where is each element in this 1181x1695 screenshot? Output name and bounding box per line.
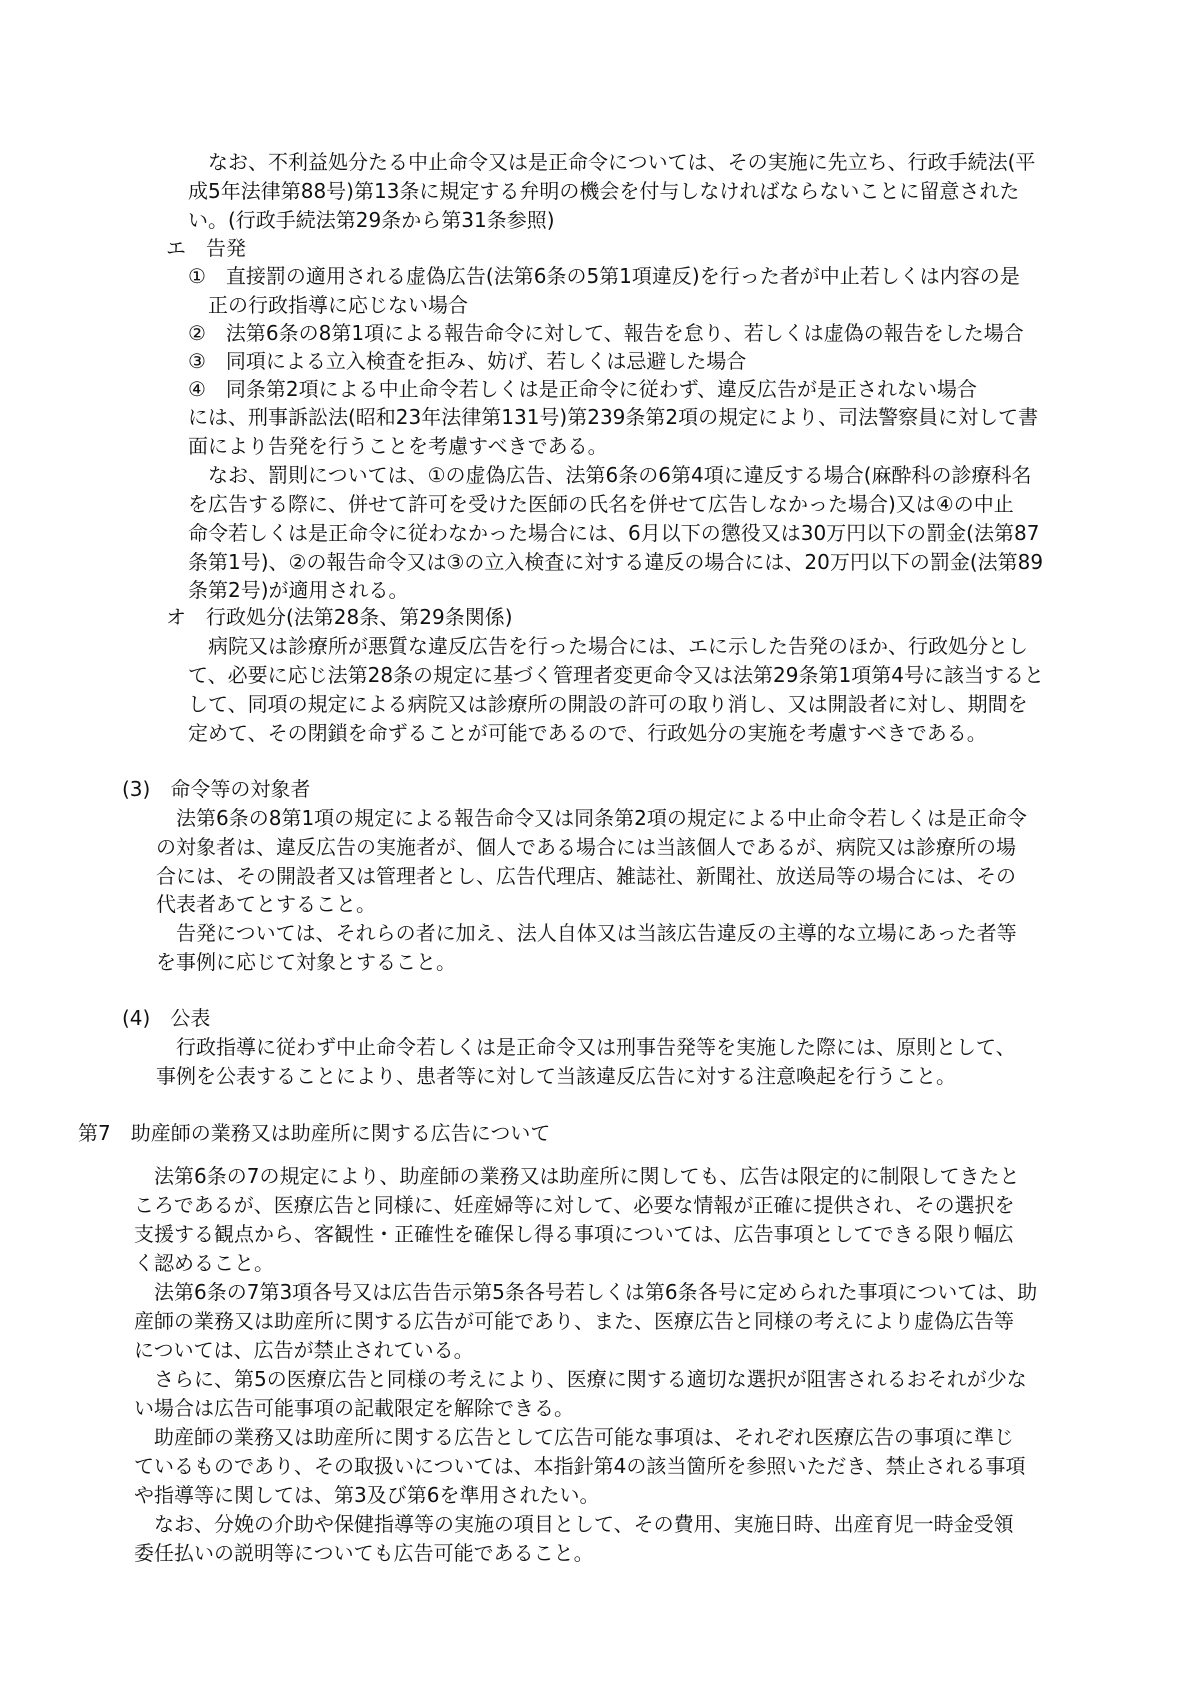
paragraph-line: を広告する際に、併せて許可を受けた医師の氏名を併せて広告しなかった場合)又は④の中止 — [188, 492, 1014, 516]
list-item: ④ 同条第2項による中止命令若しくは是正命令に従わず、違反広告が是正されない場合 — [188, 377, 978, 401]
paragraph-line: なお、罰則については、①の虚偽広告、法第6条の6第4項に違反する場合(麻酔科の診療科名 — [188, 463, 1032, 487]
paragraph-line: ころであるが、医療広告と同様に、妊産婦等に対して、必要な情報が正確に提供され、その選択を — [134, 1193, 1015, 1217]
paragraph-line: い場合は広告可能事項の記載限定を解除できる。 — [134, 1396, 574, 1420]
paragraph-line: 病院又は診療所が悪質な違反広告を行った場合には、エに示した告発のほか、行政処分とし — [188, 634, 1028, 658]
paragraph-line: 定めて、その閉鎖を命ずることが可能であるので、行政処分の実施を考慮すべきである。 — [188, 721, 987, 745]
paragraph-line: 告発については、それらの者に加え、法人自体又は当該広告違反の主導的な立場にあった者等 — [156, 921, 1017, 945]
paragraph-line: 支援する観点から、客観性・正確性を確保し得る事項については、広告事項としてできる限り幅広 — [134, 1222, 1014, 1246]
section-heading: (3) 命令等の対象者 — [122, 777, 311, 801]
paragraph-line: 事例を公表することにより、患者等に対して当該違反広告に対する注意喚起を行うこと。 — [156, 1064, 956, 1088]
paragraph-line: なお、分娩の介助や保健指導等の実施の項目として、その費用、実施日時、出産育児一時金受領 — [134, 1512, 1014, 1536]
paragraph-line: 代表者あてとすること。 — [156, 892, 376, 916]
paragraph-line: 法第6条の7の規定により、助産師の業務又は助産所に関しても、広告は限定的に制限してきたと — [134, 1164, 1020, 1188]
paragraph-line: 法第6条の7第3項各号又は広告告示第5条各号若しくは第6条各号に定められた事項については、助 — [134, 1280, 1038, 1304]
paragraph-line: して、同項の規定による病院又は診療所の開設の許可の取り消し、又は開設者に対し、期間を — [188, 692, 1028, 716]
paragraph-line: 面により告発を行うことを考慮すべきである。 — [188, 434, 608, 458]
paragraph-line: て、必要に応じ法第28条の規定に基づく管理者変更命令又は法第29条第1項第4号に該当すると — [188, 663, 1044, 687]
paragraph-line: 産師の業務又は助産所に関する広告が可能であり、また、医療広告と同様の考えにより虚偽広告等 — [134, 1309, 1014, 1333]
chapter-heading: 第7 助産師の業務又は助産所に関する広告について — [78, 1121, 551, 1145]
paragraph-line: 委任払いの説明等についても広告可能であること。 — [134, 1541, 594, 1565]
paragraph-line: については、広告が禁止されている。 — [134, 1338, 474, 1362]
paragraph-line: や指導等に関しては、第3及び第6を準用されたい。 — [134, 1483, 600, 1507]
section-heading: エ 告発 — [166, 236, 246, 260]
section-heading: (4) 公表 — [122, 1006, 211, 1030]
list-item-continuation: 正の行政指導に応じない場合 — [208, 293, 468, 317]
list-item: ① 直接罰の適用される虚偽広告(法第6条の5第1項違反)を行った者が中止若しくは内容の是 — [188, 264, 1020, 288]
paragraph-line: 合には、その開設者又は管理者とし、広告代理店、雑誌社、新聞社、放送局等の場合には、その — [156, 864, 1016, 888]
note-line: い。(行政手続法第29条から第31条参照) — [188, 208, 555, 232]
paragraph-line: を事例に応じて対象とすること。 — [156, 950, 456, 974]
paragraph-line: の対象者は、違反広告の実施者が、個人である場合には当該個人であるが、病院又は診療所の場 — [156, 835, 1016, 859]
note-line: なお、不利益処分たる中止命令又は是正命令については、その実施に先立ち、行政手続法(平 — [188, 150, 1036, 174]
paragraph-line: 助産師の業務又は助産所に関する広告として広告可能な事項は、それぞれ医療広告の事項に準じ — [134, 1425, 1014, 1449]
paragraph-line: さらに、第5の医療広告と同様の考えにより、医療に関する適切な選択が阻害されるおそれが少な — [134, 1367, 1027, 1391]
paragraph-line: 行政指導に従わず中止命令若しくは是正命令又は刑事告発等を実施した際には、原則として、 — [156, 1035, 1016, 1059]
list-item: ② 法第6条の8第1項による報告命令に対して、報告を怠り、若しくは虚偽の報告をした場合 — [188, 321, 1024, 345]
paragraph-line: 条第1号)、②の報告命令又は③の立入検査に対する違反の場合には、20万円以下の罰金(法第89 — [188, 550, 1044, 574]
list-item: ③ 同項による立入検査を拒み、妨げ、若しくは忌避した場合 — [188, 349, 747, 373]
paragraph-line: く認めること。 — [134, 1251, 274, 1275]
section-heading: オ 行政処分(法第28条、第29条関係) — [166, 605, 513, 629]
paragraph-line: 法第6条の8第1項の規定による報告命令又は同条第2項の規定による中止命令若しくは是正命令 — [156, 806, 1027, 830]
note-line: 成5年法律第88号)第13条に規定する弁明の機会を付与しなければならないことに留意された — [188, 179, 1020, 203]
paragraph-line: 命令若しくは是正命令に従わなかった場合には、6月以下の懲役又は30万円以下の罰金(法第87 — [188, 521, 1040, 545]
paragraph-line: ているものであり、その取扱いについては、本指針第4の該当箇所を参照いただき、禁止される事項 — [134, 1454, 1026, 1478]
paragraph-line: 条第2号)が適用される。 — [188, 578, 409, 602]
paragraph-line: には、刑事訴訟法(昭和23年法律第131号)第239条第2項の規定により、司法警察員に対して書 — [188, 405, 1039, 429]
